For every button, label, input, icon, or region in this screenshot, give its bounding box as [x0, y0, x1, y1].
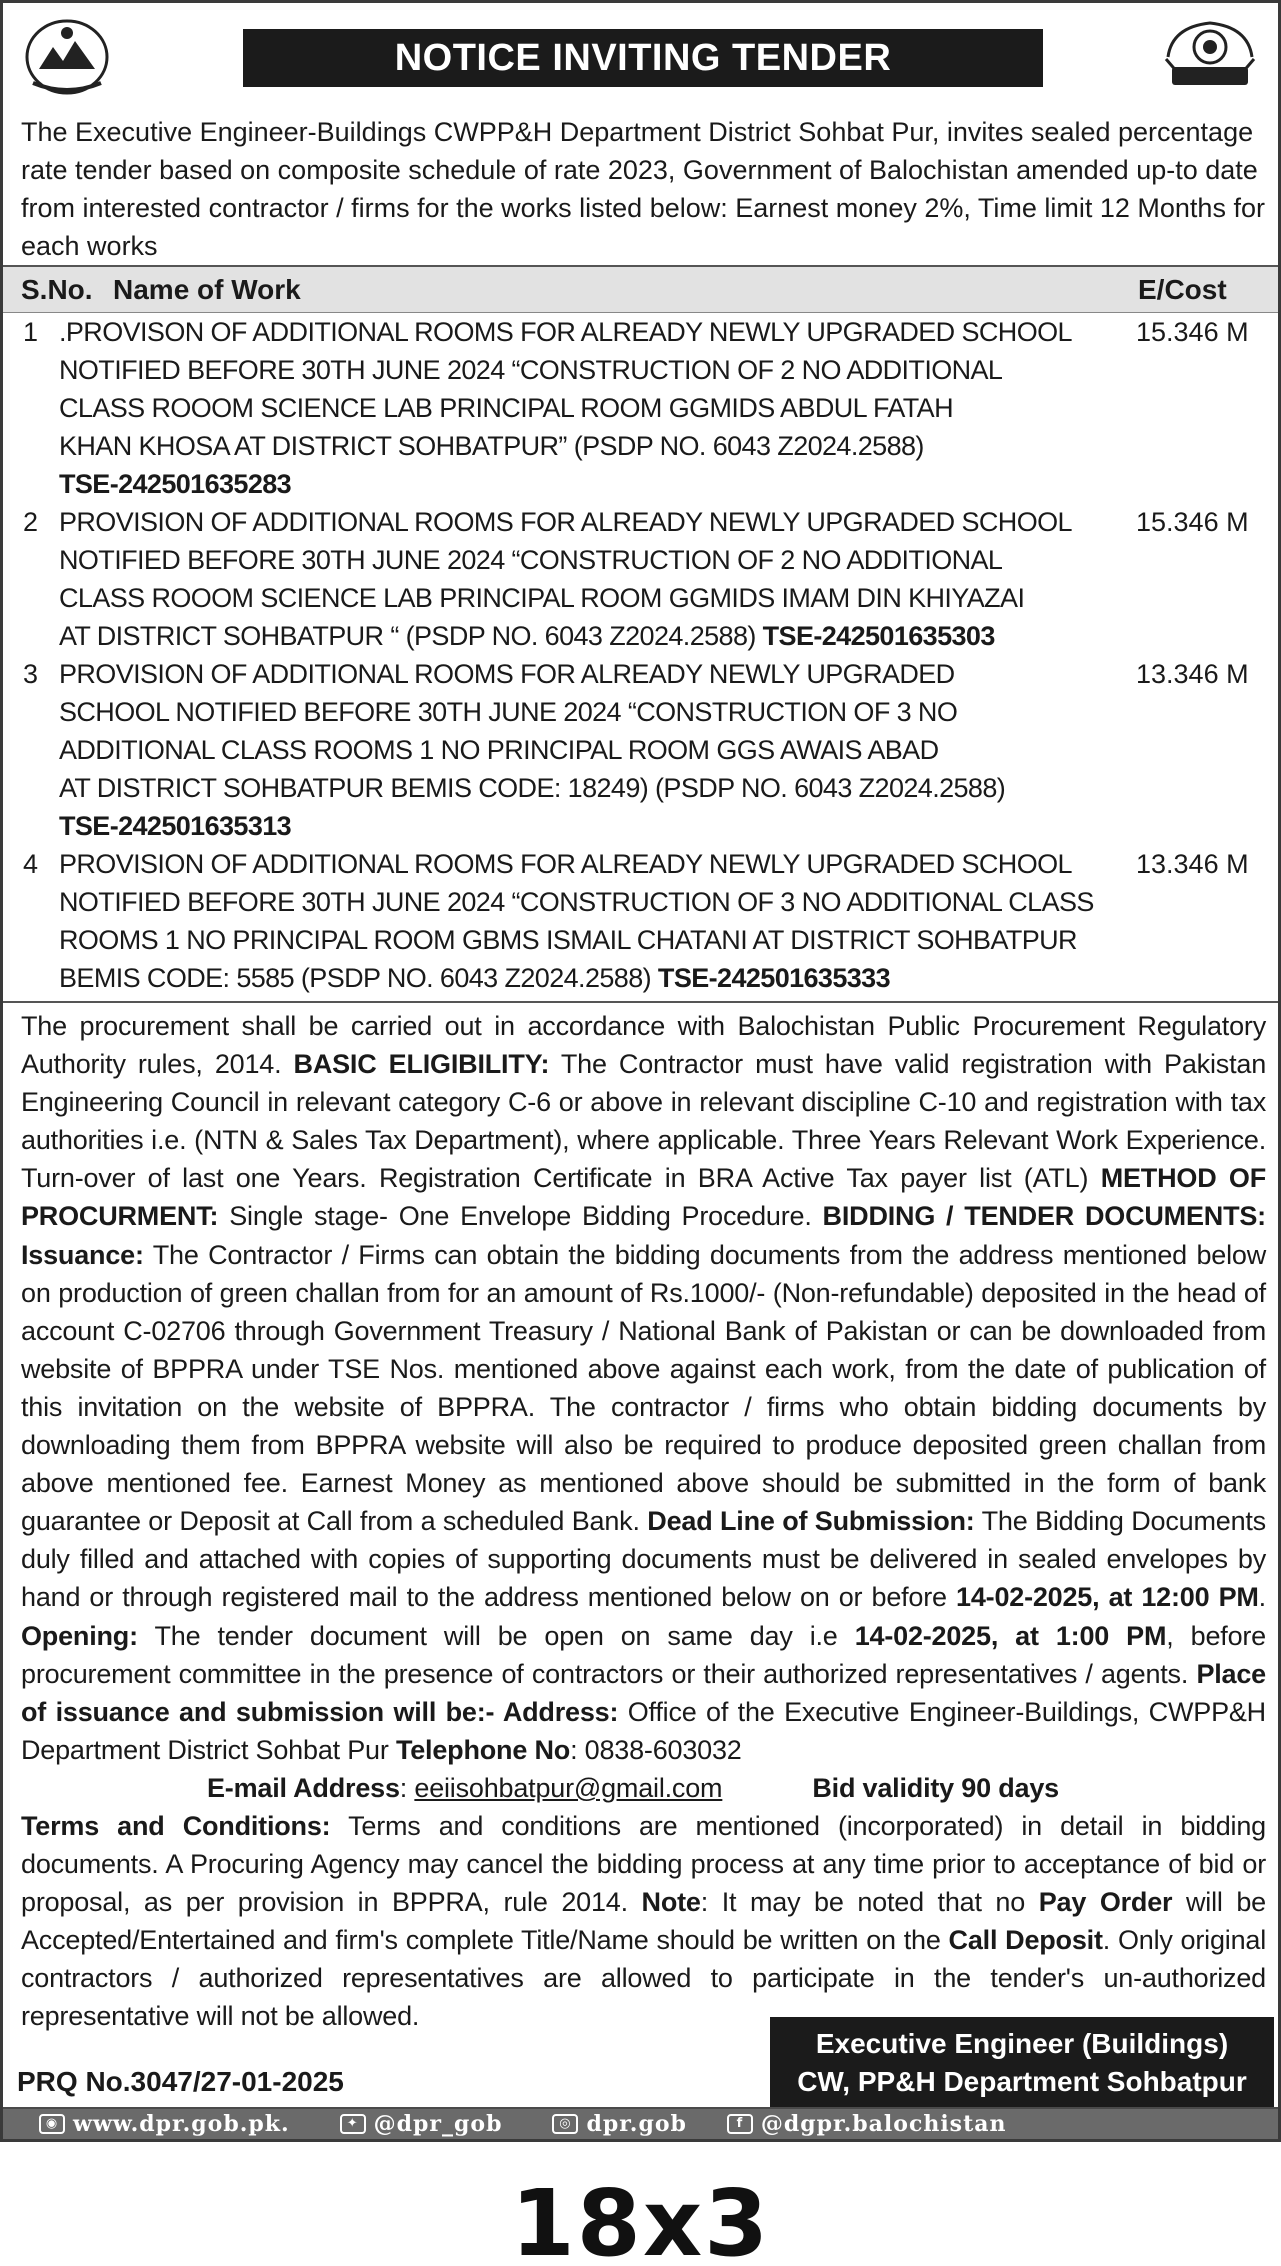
tse-number: TSE-242501635333 — [657, 963, 891, 993]
note-label: Note — [641, 1887, 701, 1918]
header-name-of-work: Name of Work — [113, 273, 301, 305]
pay-order: Pay Order — [1038, 1887, 1173, 1918]
table-row — [3, 313, 1278, 503]
signatory-title: Executive Engineer (Buildings) — [815, 2028, 1229, 2059]
tse-number: TSE-242501635283 — [59, 469, 292, 499]
work-description: PROVISION OF ADDITIONAL ROOMS FOR ALREADY NEWLY UPGRADED SCHOOL NOTIFIED BEFORE 30TH JUNE 2024 “CONSTRUCTION OF 2 NO ADDITIONAL CLASS ROOOM SCIENCE LAB PRINCIPAL ROOM GGMIDS IMAM DIN KHIYAZAI AT DISTRICT SOHBATPUR “ (PSDP NO. 6043 Z2024.2588) — [59, 507, 1072, 651]
opening-date: 14-02-2025, at 1:00 PM — [854, 1620, 1167, 1651]
instagram-icon: ◎ — [552, 2114, 578, 2134]
row-cost: 15.346 M — [1136, 507, 1249, 537]
globe-icon: ◉ — [39, 2114, 65, 2134]
row-work-name — [59, 503, 1128, 655]
header-estimated-cost: E/Cost — [1138, 273, 1227, 305]
row-sno: 2 — [23, 507, 39, 537]
text: Terms and conditions are mentioned (incorporated) in detail in bidding documents. A Procuring Agency may cancel the bidding process at any time prior to acceptance of bid or proposal, as per provision in BPPRA, rule 2014. — [21, 1810, 1266, 1918]
row-cost: 13.346 M — [1136, 659, 1249, 689]
telephone-number: : 0838-603032 — [570, 1734, 742, 1765]
email-group — [207, 1769, 722, 1807]
text: . — [1258, 1582, 1266, 1613]
signature-box — [770, 2017, 1274, 2109]
telephone-label: Telephone No — [395, 1734, 571, 1765]
text: : It may be noted that no — [700, 1887, 1039, 1918]
facebook-icon: f — [727, 2114, 753, 2134]
notice-title: NOTICE INVITING TENDER — [243, 29, 1043, 87]
table-row — [3, 655, 1278, 845]
text: The tender document will be open on same day i.e — [137, 1620, 855, 1651]
row-work-name — [59, 313, 1128, 503]
works-table — [3, 265, 1278, 997]
table-row — [3, 503, 1278, 655]
place-label: Place of issuance and submission will be:- Address: — [21, 1658, 1266, 1727]
header-sno: S.No. — [21, 273, 93, 305]
ad-size-label: 18x3 — [510, 2170, 771, 2266]
notice-footer — [3, 2013, 1278, 2113]
social-strip — [3, 2107, 1278, 2139]
text: The Contractor / Firms can obtain the bidding documents from the address mentioned below on production of green challan from for an amount of Rs.1000/- (Non-refundable) deposited in the head of account C-02706 through Government Treasury / National Bank of Pakistan or can be downloaded from website of BPPRA under TSE Nos. mentioned above against each work, from the date of publication of this invitation on the website of BPPRA. The contractor / firms who obtain bidding documents by downloading them from BPPRA website will also be required to produce deposited green challan from above mentioned fee. Earnest Money as mentioned above should be submitted in the form of bank guarantee or Deposit at Call from a scheduled Bank. — [21, 1239, 1266, 1537]
terms-label: Terms and Conditions: — [21, 1810, 331, 1841]
text: . Only original contractors / authorized representatives are allowed to participate in the tender's un-authorized representative will not be allowed. — [21, 1925, 1266, 2032]
row-cost: 13.346 M — [1136, 849, 1249, 879]
bidding-label: BIDDING / TENDER DOCUMENTS: Issuance: — [21, 1201, 1266, 1270]
tse-number: TSE-242501635303 — [762, 621, 995, 651]
tse-number: TSE-242501635313 — [59, 811, 292, 841]
facebook-handle: @dgpr.balochistan — [760, 2111, 1007, 2137]
twitter-handle: @dpr_gob — [373, 2111, 503, 2137]
text: , before procurement committee in the presence of contractors or their authorized representatives / agents. — [21, 1620, 1266, 1689]
table-header — [3, 267, 1278, 313]
row-sno: 3 — [23, 659, 39, 689]
deadline-date: 14-02-2025, at 12:00 PM — [956, 1582, 1259, 1613]
text: Single stage- One Envelope Bidding Procedure. — [218, 1201, 823, 1232]
website-text: www.dpr.gob.pk. — [73, 2111, 290, 2137]
terms-paragraph — [21, 1807, 1266, 2036]
row-sno: 4 — [23, 849, 39, 879]
text: : — [399, 1772, 415, 1803]
opening-label: Opening: — [21, 1620, 138, 1651]
text: will be Accepted/Entertained and firm's complete Title/Name should be written on the — [21, 1887, 1266, 1956]
work-description: PROVISION OF ADDITIONAL ROOMS FOR ALREADY NEWLY UPGRADED SCHOOL NOTIFIED BEFORE 30TH JUNE 2024 “CONSTRUCTION OF 3 NO ADDITIONAL CLASS ROOMS 1 NO PRINCIPAL ROOM GBMS ISMAIL CHATANI AT DISTRICT SOHBATPUR BEMIS CODE: 5585 (PSDP NO. 6043 Z2024.2588) — [59, 849, 1094, 993]
balochistan-emblem-icon — [19, 13, 115, 99]
bid-validity: Bid validity 90 days — [812, 1772, 1059, 1803]
twitter-link[interactable] — [340, 2111, 503, 2137]
dpr-seal-icon — [1158, 13, 1262, 99]
website-link[interactable] — [39, 2111, 290, 2137]
work-description: .PROVISON OF ADDITIONAL ROOMS FOR ALREADY NEWLY UPGRADED SCHOOL NOTIFIED BEFORE 30TH JUNE 2024 “CONSTRUCTION OF 2 NO ADDITIONAL CLASS ROOOM SCIENCE LAB PRINCIPAL ROOM GGMIDS ABDUL FATAH KHAN KHOSA AT DISTRICT SOHBATPUR” (PSDP NO. 6043 Z2024.2588) — [59, 317, 1072, 461]
notice-header — [3, 3, 1278, 113]
text: Office of the Executive Engineer-Buildings, CWPP&H Department District Sohbat Pur — [21, 1696, 1266, 1765]
method-label: METHOD OF PROCURMENT: — [21, 1163, 1267, 1232]
text: The Bidding Documents duly filled and attached with copies of supporting documents must be delivered in sealed envelopes by hand or through registered mail to the address mentioned below on or before — [21, 1506, 1266, 1613]
procurement-paragraph — [21, 1007, 1266, 1769]
prq-number: PRQ No.3047/27-01-2025 — [17, 2066, 344, 2097]
text: The Contractor must have valid registration with Pakistan Engineering Council in relevant category C-6 or above in relevant discipline C-10 and registration with tax authorities i.e. (NTN & Sales Tax Department), where applicable. Three Years Relevant Work Experience. Turn-over of last one Years. Registration Certificate in BRA Active Tax payer list (ATL) — [21, 1049, 1267, 1194]
twitter-icon: ✦ — [340, 2114, 366, 2134]
terms-body — [3, 1001, 1278, 2036]
work-description: PROVISION OF ADDITIONAL ROOMS FOR ALREADY NEWLY UPGRADED SCHOOL NOTIFIED BEFORE 30TH JUNE 2024 “CONSTRUCTION OF 3 NO ADDITIONAL CLASS ROOMS 1 NO PRINCIPAL ROOM GGS AWAIS ABAD AT DISTRICT SOHBATPUR BEMIS CODE: 18249) (PSDP NO. 6043 Z2024.2588) — [59, 659, 1006, 803]
basic-eligibility-label: BASIC ELIGIBILITY: — [293, 1049, 550, 1080]
instagram-link[interactable] — [552, 2111, 686, 2137]
deadline-label: Dead Line of Submission: — [647, 1506, 975, 1537]
email-line — [21, 1769, 1266, 1807]
signatory-department: CW, PP&H Department Sohbatpur — [797, 2066, 1247, 2097]
facebook-link[interactable] — [727, 2111, 1007, 2137]
email-label: E-mail Address — [207, 1772, 400, 1803]
row-sno: 1 — [23, 317, 39, 347]
call-deposit: Call Deposit — [948, 1925, 1103, 1956]
row-cost: 15.346 M — [1136, 317, 1249, 347]
row-work-name — [59, 655, 1128, 845]
email-link[interactable]: eeiisohbatpur@gmail.com — [414, 1772, 723, 1803]
table-row — [3, 845, 1278, 997]
text: The procurement shall be carried out in accordance with Balochistan Public Procurement Regulatory Authority rules, 2014. — [21, 1011, 1266, 1080]
row-work-name — [59, 845, 1128, 997]
instagram-handle: dpr.gob — [586, 2111, 687, 2137]
intro-paragraph: The Executive Engineer-Buildings CWPP&H Department District Sohbat Pur, invites sealed percentage rate tender based on composite schedule of rate 2023, Government of Balochistan amended up-to date from interested contractor / firms for the works listed below: Earnest money 2%, Time limit 12 Months for each works — [21, 117, 1265, 261]
